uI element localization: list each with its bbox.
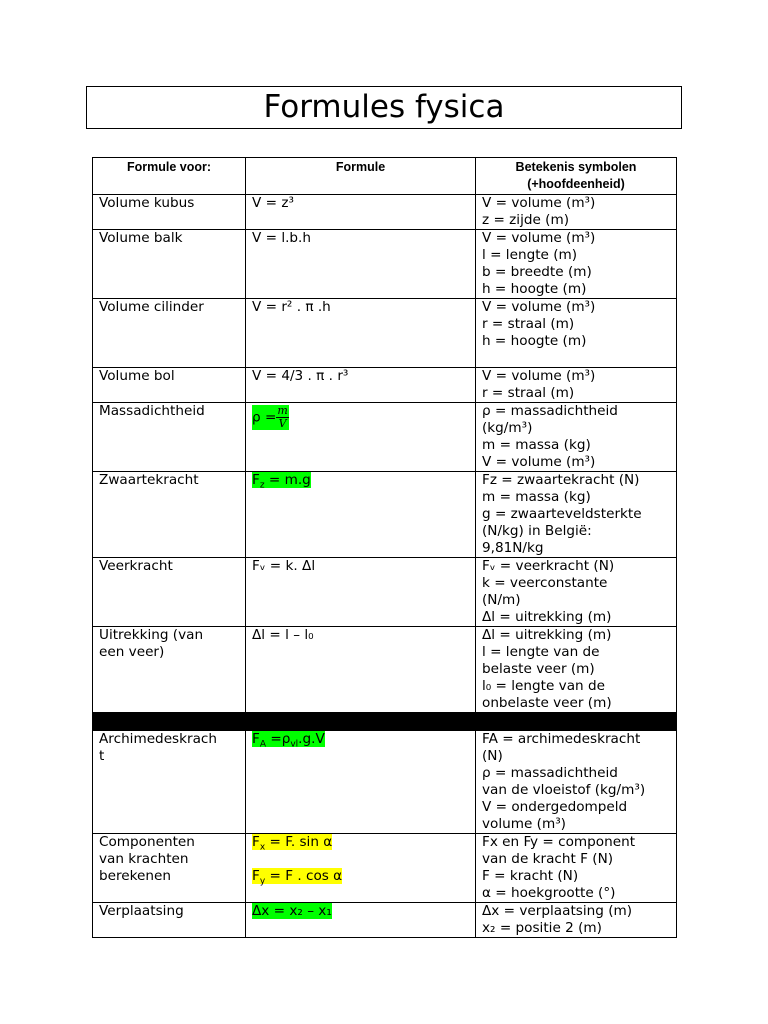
force-subscript: A [259, 739, 266, 750]
separator-row [93, 713, 677, 731]
table-row [93, 195, 677, 230]
meaning-line: ρ = massadichtheid [482, 403, 618, 419]
meaning-line: V = ondergedompeld [482, 799, 628, 815]
meaning-line: m = massa (kg) [482, 437, 591, 453]
meaning-line: (N/kg) in België: [482, 523, 592, 539]
meaning-line: r = straal (m) [482, 316, 575, 332]
row-name-line: Componenten [99, 834, 195, 850]
formula-line-fx [252, 834, 475, 851]
row-meaning [476, 368, 677, 403]
row-formula: V = l.b.h [246, 230, 476, 299]
meaning-line: g = zwaarteveldsterkte [482, 506, 642, 522]
meaning-line: F = kracht (N) [482, 868, 579, 884]
row-name-line: Uitrekking (van [99, 627, 204, 643]
meaning-line: V = volume (m³) [482, 195, 596, 211]
meaning-line: b = breedte (m) [482, 264, 592, 280]
formula-rest: = m.g [264, 472, 311, 488]
table-row [93, 558, 677, 627]
header-betekenis [476, 158, 677, 195]
formula-table [92, 157, 677, 938]
meaning-line: l₀ = lengte van de [482, 678, 605, 694]
meaning-line: l = lengte van de [482, 644, 600, 660]
force-symbol: F [252, 868, 260, 884]
row-formula: V = z³ [246, 195, 476, 230]
formula-rest: = F. sin α [265, 834, 333, 850]
row-name-line: berekenen [99, 868, 171, 884]
formula-lhs: ρ = [252, 409, 277, 426]
meaning-line: Δx = verplaatsing (m) [482, 903, 633, 919]
formula-highlight [252, 868, 343, 887]
row-formula [246, 834, 476, 903]
meaning-line: (N/m) [482, 592, 521, 608]
row-meaning [476, 903, 677, 938]
meaning-line: Δl = uitrekking (m) [482, 609, 612, 625]
row-name: Volume bol [93, 368, 246, 403]
row-formula [246, 403, 476, 472]
meaning-line: r = straal (m) [482, 385, 575, 401]
formula-highlight [252, 472, 311, 491]
formula-mid: =ρ [266, 731, 291, 747]
header-formule: Formule [246, 158, 476, 195]
fraction-numerator: m [277, 404, 288, 417]
row-formula: V = 4/3 . π . r³ [246, 368, 476, 403]
table-row [93, 834, 677, 903]
meaning-line: V = volume (m³) [482, 299, 596, 315]
row-formula: V = r² . π .h [246, 299, 476, 368]
row-name [93, 731, 246, 834]
meaning-line: x₂ = positie 2 (m) [482, 920, 602, 936]
row-name: Volume kubus [93, 195, 246, 230]
meaning-line: van de kracht F (N) [482, 851, 614, 867]
meaning-line: h = hoogte (m) [482, 281, 587, 297]
meaning-line: V = volume (m³) [482, 368, 596, 384]
force-subscript: z [259, 480, 265, 491]
formula-highlight: Δx = x₂ – x₁ [252, 903, 332, 919]
meaning-line: (kg/m³) [482, 420, 533, 436]
meaning-line: ρ = massadichtheid [482, 765, 618, 781]
table-row [93, 903, 677, 938]
row-meaning [476, 403, 677, 472]
meaning-line: volume (m³) [482, 816, 566, 832]
formula-highlight [252, 731, 325, 750]
header-formule-voor: Formule voor: [93, 158, 246, 195]
row-name: Massadichtheid [93, 403, 246, 472]
row-formula [246, 903, 476, 938]
row-formula: Δl = l – l₀ [246, 627, 476, 713]
row-name-line: Archimedeskrach [99, 731, 218, 747]
table-row [93, 731, 677, 834]
force-subscript: x [259, 842, 266, 853]
table-row [93, 368, 677, 403]
row-meaning [476, 834, 677, 903]
table-row [93, 299, 677, 368]
table-header-row [93, 158, 677, 195]
row-formula [246, 731, 476, 834]
row-name: Verplaatsing [93, 903, 246, 938]
row-name-line: t [99, 748, 105, 764]
row-formula [246, 472, 476, 558]
row-name-line: een veer) [99, 644, 165, 660]
page-title-text: Formules fysica [263, 89, 505, 125]
row-meaning [476, 627, 677, 713]
fraction [276, 405, 288, 430]
blank-line [252, 851, 475, 868]
table-row [93, 472, 677, 558]
row-name [93, 834, 246, 903]
row-name: Veerkracht [93, 558, 246, 627]
row-meaning [476, 558, 677, 627]
row-meaning [476, 230, 677, 299]
meaning-line: 9,81N/kg [482, 540, 544, 556]
meaning-line: m = massa (kg) [482, 489, 591, 505]
meaning-line: belaste veer (m) [482, 661, 595, 677]
table-row [93, 627, 677, 713]
row-meaning [476, 731, 677, 834]
meaning-line: van de vloeistof (kg/m³) [482, 782, 646, 798]
row-meaning [476, 472, 677, 558]
meaning-line: z = zijde (m) [482, 212, 570, 228]
meaning-line: onbelaste veer (m) [482, 695, 612, 711]
meaning-line: Fx en Fy = component [482, 834, 636, 850]
table-row [93, 403, 677, 472]
meaning-line: (N) [482, 748, 503, 764]
force-symbol: F [252, 834, 260, 850]
blank-line [482, 350, 676, 367]
meaning-line: V = volume (m³) [482, 230, 596, 246]
row-meaning [476, 299, 677, 368]
formula-highlight [252, 834, 333, 853]
meaning-line: k = veerconstante [482, 575, 608, 591]
rho-subscript: vl [290, 739, 299, 750]
meaning-line: Fz = zwaartekracht (N) [482, 472, 640, 488]
row-name: Volume balk [93, 230, 246, 299]
force-subscript: y [259, 876, 266, 887]
row-name: Volume cilinder [93, 299, 246, 368]
separator-bar [93, 713, 677, 731]
meaning-line: Δl = uitrekking (m) [482, 627, 612, 643]
header-betekenis-line1: Betekenis symbolen [515, 160, 637, 174]
formula-rest: = F . cos α [265, 868, 343, 884]
row-name: Zwaartekracht [93, 472, 246, 558]
formula-highlight [252, 405, 289, 430]
row-formula: Fᵥ = k. Δl [246, 558, 476, 627]
meaning-line: α = hoekgrootte (°) [482, 885, 616, 901]
meaning-line: V = volume (m³) [482, 454, 596, 470]
page-title [86, 86, 682, 129]
meaning-line: FA = archimedeskracht [482, 731, 641, 747]
meaning-line: h = hoogte (m) [482, 333, 587, 349]
meaning-line: l = lengte (m) [482, 247, 578, 263]
row-name [93, 627, 246, 713]
meaning-line: Fᵥ = veerkracht (N) [482, 558, 615, 574]
table-row [93, 230, 677, 299]
force-symbol: F [252, 731, 260, 747]
row-name-line: van krachten [99, 851, 189, 867]
header-betekenis-line2: (+hoofdeenheid) [527, 177, 625, 191]
fraction-denominator: V [278, 417, 287, 430]
row-meaning [476, 195, 677, 230]
formula-rest: .g.V [298, 731, 325, 747]
force-symbol: F [252, 472, 260, 488]
formula-line-fy [252, 868, 475, 885]
